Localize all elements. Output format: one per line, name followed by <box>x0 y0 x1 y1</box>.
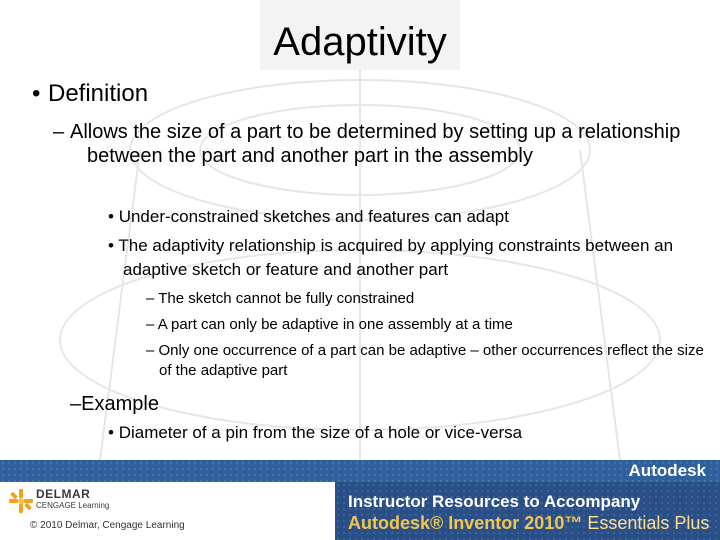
sub-sub-item-text: The sketch cannot be fully constrained <box>158 290 415 307</box>
example-bullet-text: Diameter of a pin from the size of a hole or vice-versa <box>118 423 523 442</box>
bullet-marker: • <box>108 236 114 255</box>
sub-bullet-text: The adaptivity relationship is acquired by applying constraints between an adaptive sketch or feature and another part <box>118 236 674 279</box>
sub-sub-item-text: A part can only be adaptive in one assembly at a time <box>157 316 513 333</box>
course-title-line2 <box>348 512 709 534</box>
delmar-logo-icon <box>8 488 34 514</box>
example-item-text: Example <box>81 393 159 415</box>
example-item <box>70 392 159 416</box>
definition-heading-text: Definition <box>48 80 149 107</box>
slide-title: Adaptivity <box>273 20 447 64</box>
publisher-name: DELMAR <box>36 487 91 501</box>
sub-sub-item <box>146 315 706 335</box>
course-edition: Essentials Plus <box>587 513 710 533</box>
sub-bullet-text: Under-constrained sketches and features can adapt <box>118 207 509 226</box>
sub-bullet <box>108 205 708 229</box>
bullet-marker: • <box>108 207 114 226</box>
dash-marker: – <box>70 393 82 415</box>
sub-sub-item-text: Only one occurrence of a part can be adaptive – other occurrences reflect the size of the adaptive part <box>158 342 704 379</box>
bullet-marker: • <box>108 423 114 442</box>
autodesk-brand: Autodesk <box>628 461 706 480</box>
dash-marker: – <box>146 290 155 307</box>
dash-marker: – <box>146 316 155 333</box>
definition-item-text: Allows the size of a part to be determined by setting up a relationship between the part and another part in the assembly <box>70 121 681 167</box>
definition-heading <box>32 80 148 108</box>
example-bullet <box>108 421 708 445</box>
sub-bullet <box>108 234 708 282</box>
course-title-line1: Instructor Resources to Accompany <box>348 492 641 511</box>
sub-sub-item <box>146 289 706 309</box>
dash-marker: – <box>146 342 155 359</box>
bullet-marker: • <box>32 80 41 107</box>
definition-item: – Allows the size of a part to be determined by setting up a relationship between the part and another part in the assembly <box>53 121 681 167</box>
copyright-notice: © 2010 Delmar, Cengage Learning <box>30 520 185 531</box>
publisher-subtitle: CENGAGE Learning <box>36 501 110 510</box>
sub-sub-item <box>146 341 706 381</box>
footer-stripe <box>0 460 720 482</box>
course-product-name: Autodesk® Inventor 2010™ <box>348 513 583 533</box>
